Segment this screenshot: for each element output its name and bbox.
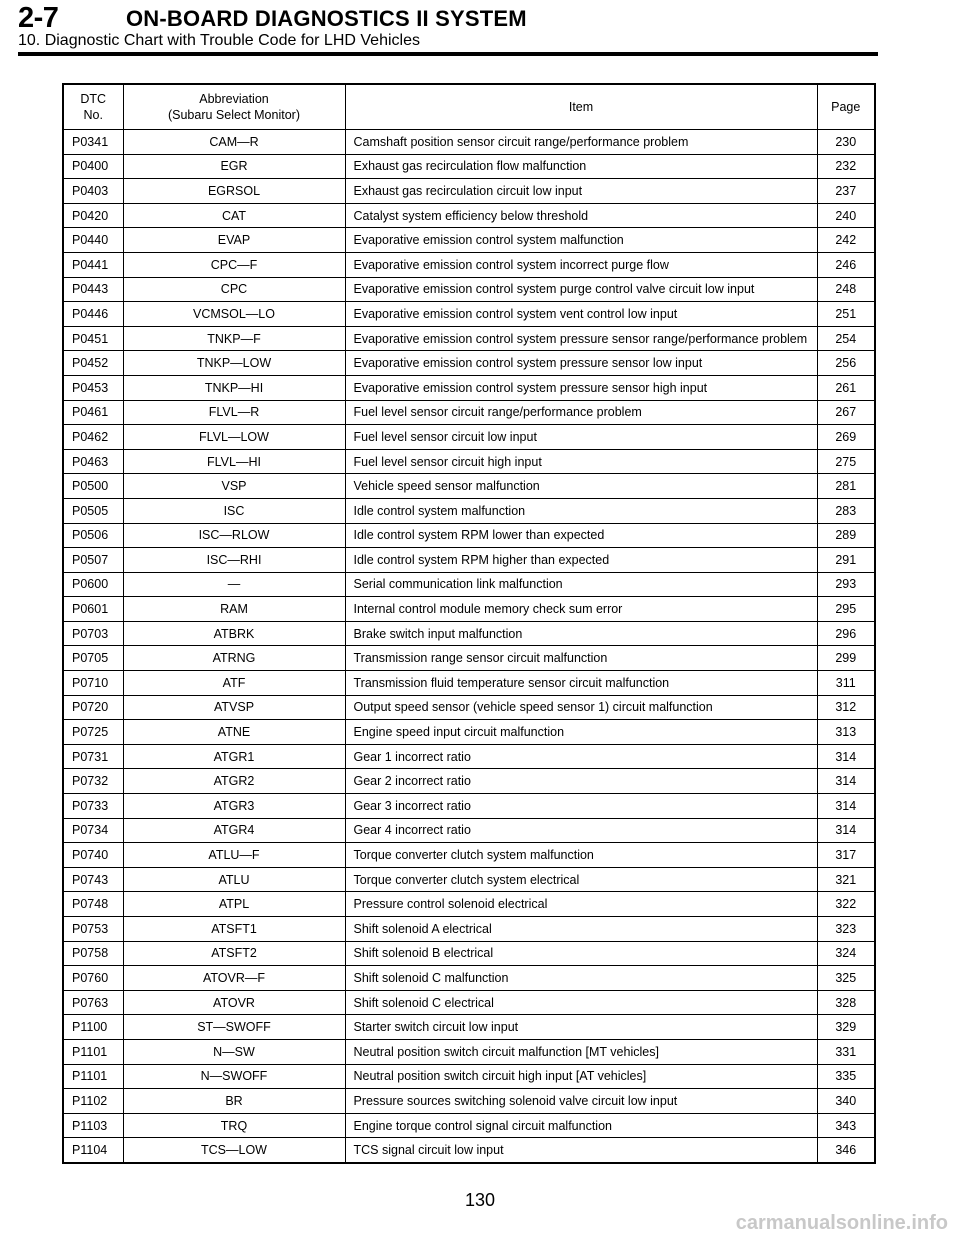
abbreviation-cell: ISC <box>123 498 345 523</box>
dtc-cell: P1101 <box>63 1039 123 1064</box>
item-cell: Idle control system RPM higher than expected <box>345 548 817 573</box>
dtc-cell: P0441 <box>63 252 123 277</box>
page-cell: 237 <box>817 179 875 204</box>
table-header-row <box>63 84 875 130</box>
page-cell: 324 <box>817 941 875 966</box>
item-cell: Transmission range sensor circuit malfunction <box>345 646 817 671</box>
table-row <box>63 769 875 794</box>
dtc-cell: P0600 <box>63 572 123 597</box>
abbreviation-cell: CAM—R <box>123 130 345 155</box>
dtc-table <box>62 83 876 1164</box>
dtc-cell: P0753 <box>63 917 123 942</box>
dtc-cell: P0734 <box>63 818 123 843</box>
dtc-cell: P0446 <box>63 302 123 327</box>
table-row <box>63 990 875 1015</box>
header-page: Page <box>817 84 875 130</box>
item-cell: Fuel level sensor circuit range/performance problem <box>345 400 817 425</box>
page-cell: 256 <box>817 351 875 376</box>
abbreviation-cell: EVAP <box>123 228 345 253</box>
page-cell: 283 <box>817 498 875 523</box>
page-cell: 267 <box>817 400 875 425</box>
table-row <box>63 843 875 868</box>
table-row <box>63 695 875 720</box>
page-cell: 328 <box>817 990 875 1015</box>
item-cell: Fuel level sensor circuit low input <box>345 425 817 450</box>
table-row <box>63 818 875 843</box>
page-cell: 261 <box>817 375 875 400</box>
dtc-table-container <box>62 83 876 1164</box>
dtc-cell: P0500 <box>63 474 123 499</box>
item-cell: Camshaft position sensor circuit range/performance problem <box>345 130 817 155</box>
item-cell: Engine torque control signal circuit malfunction <box>345 1113 817 1138</box>
item-cell: Shift solenoid C electrical <box>345 990 817 1015</box>
page-cell: 269 <box>817 425 875 450</box>
dtc-cell: P0710 <box>63 671 123 696</box>
page-cell: 293 <box>817 572 875 597</box>
header-dtc-line1: DTC <box>80 92 107 106</box>
dtc-cell: P0443 <box>63 277 123 302</box>
table-row <box>63 917 875 942</box>
item-cell: Neutral position switch circuit malfunction [MT vehicles] <box>345 1039 817 1064</box>
item-cell: Evaporative emission control system pressure sensor range/performance problem <box>345 326 817 351</box>
header-item: Item <box>345 84 817 130</box>
page-cell: 248 <box>817 277 875 302</box>
dtc-cell: P0720 <box>63 695 123 720</box>
header-rule <box>18 52 878 56</box>
item-cell: Fuel level sensor circuit high input <box>345 449 817 474</box>
dtc-cell: P0758 <box>63 941 123 966</box>
page-cell: 321 <box>817 867 875 892</box>
table-row <box>63 425 875 450</box>
abbreviation-cell: ATSFT1 <box>123 917 345 942</box>
table-row <box>63 867 875 892</box>
item-cell: Serial communication link malfunction <box>345 572 817 597</box>
dtc-cell: P0601 <box>63 597 123 622</box>
item-cell: Evaporative emission control system incorrect purge flow <box>345 252 817 277</box>
page-cell: 311 <box>817 671 875 696</box>
dtc-cell: P0703 <box>63 621 123 646</box>
abbreviation-cell: ATVSP <box>123 695 345 720</box>
table-row <box>63 203 875 228</box>
dtc-cell: P0453 <box>63 375 123 400</box>
abbreviation-cell: FLVL—HI <box>123 449 345 474</box>
dtc-cell: P0506 <box>63 523 123 548</box>
table-row <box>63 794 875 819</box>
item-cell: Internal control module memory check sum error <box>345 597 817 622</box>
abbreviation-cell: ATGR3 <box>123 794 345 819</box>
page-cell: 312 <box>817 695 875 720</box>
item-cell: Vehicle speed sensor malfunction <box>345 474 817 499</box>
item-cell: Idle control system RPM lower than expected <box>345 523 817 548</box>
abbreviation-cell: N—SW <box>123 1039 345 1064</box>
table-row <box>63 179 875 204</box>
page-number: 130 <box>464 1190 496 1210</box>
table-row <box>63 572 875 597</box>
table-row <box>63 302 875 327</box>
dtc-cell: P0341 <box>63 130 123 155</box>
header-dtc-no <box>63 84 123 130</box>
dtc-cell: P0403 <box>63 179 123 204</box>
page-cell: 230 <box>817 130 875 155</box>
page-cell: 240 <box>817 203 875 228</box>
dtc-cell: P0740 <box>63 843 123 868</box>
table-row <box>63 498 875 523</box>
dtc-cell: P1100 <box>63 1015 123 1040</box>
dtc-cell: P0763 <box>63 990 123 1015</box>
abbreviation-cell: VCMSOL—LO <box>123 302 345 327</box>
table-row <box>63 1039 875 1064</box>
page-cell: 340 <box>817 1089 875 1114</box>
page-cell: 314 <box>817 794 875 819</box>
table-row <box>63 646 875 671</box>
item-cell: Idle control system malfunction <box>345 498 817 523</box>
abbreviation-cell: ATLU—F <box>123 843 345 868</box>
abbreviation-cell: TNKP—HI <box>123 375 345 400</box>
table-row <box>63 130 875 155</box>
page-cell: 313 <box>817 720 875 745</box>
page-cell: 275 <box>817 449 875 474</box>
abbreviation-cell: — <box>123 572 345 597</box>
table-row <box>63 671 875 696</box>
item-cell: Shift solenoid A electrical <box>345 917 817 942</box>
section-number: 2-7 <box>18 2 59 34</box>
page-cell: 281 <box>817 474 875 499</box>
dtc-cell: P0725 <box>63 720 123 745</box>
page-cell: 329 <box>817 1015 875 1040</box>
item-cell: Gear 2 incorrect ratio <box>345 769 817 794</box>
watermark: carmanualsonline.info <box>735 1212 948 1234</box>
item-cell: Engine speed input circuit malfunction <box>345 720 817 745</box>
abbreviation-cell: CPC—F <box>123 252 345 277</box>
abbreviation-cell: ATGR4 <box>123 818 345 843</box>
abbreviation-cell: ATF <box>123 671 345 696</box>
item-cell: Evaporative emission control system pressure sensor high input <box>345 375 817 400</box>
page-cell: 343 <box>817 1113 875 1138</box>
abbreviation-cell: TNKP—F <box>123 326 345 351</box>
table-row <box>63 375 875 400</box>
page-title: ON-BOARD DIAGNOSTICS II SYSTEM <box>126 6 527 31</box>
abbreviation-cell: ATOVR <box>123 990 345 1015</box>
abbreviation-cell: RAM <box>123 597 345 622</box>
item-cell: Gear 1 incorrect ratio <box>345 744 817 769</box>
abbreviation-cell: CPC <box>123 277 345 302</box>
dtc-cell: P1101 <box>63 1064 123 1089</box>
page-cell: 299 <box>817 646 875 671</box>
table-row <box>63 523 875 548</box>
dtc-cell: P0461 <box>63 400 123 425</box>
abbreviation-cell: ATGR1 <box>123 744 345 769</box>
item-cell: Shift solenoid C malfunction <box>345 966 817 991</box>
page-cell: 242 <box>817 228 875 253</box>
table-row <box>63 154 875 179</box>
table-row <box>63 1064 875 1089</box>
dtc-cell: P0732 <box>63 769 123 794</box>
item-cell: Pressure sources switching solenoid valve circuit low input <box>345 1089 817 1114</box>
table-row <box>63 400 875 425</box>
page-cell: 251 <box>817 302 875 327</box>
dtc-cell: P1103 <box>63 1113 123 1138</box>
abbreviation-cell: BR <box>123 1089 345 1114</box>
dtc-cell: P0505 <box>63 498 123 523</box>
table-row <box>63 621 875 646</box>
item-cell: Shift solenoid B electrical <box>345 941 817 966</box>
table-row <box>63 1138 875 1163</box>
table-row <box>63 966 875 991</box>
item-cell: Pressure control solenoid electrical <box>345 892 817 917</box>
item-cell: Neutral position switch circuit high input [AT vehicles] <box>345 1064 817 1089</box>
abbreviation-cell: ATPL <box>123 892 345 917</box>
dtc-cell: P0733 <box>63 794 123 819</box>
header-dtc-line2: No. <box>83 108 103 122</box>
abbreviation-cell: ST—SWOFF <box>123 1015 345 1040</box>
dtc-cell: P0507 <box>63 548 123 573</box>
item-cell: Transmission fluid temperature sensor circuit malfunction <box>345 671 817 696</box>
abbreviation-cell: ATSFT2 <box>123 941 345 966</box>
page-cell: 314 <box>817 818 875 843</box>
abbreviation-cell: ATLU <box>123 867 345 892</box>
item-cell: Exhaust gas recirculation flow malfunction <box>345 154 817 179</box>
item-cell: Torque converter clutch system malfunction <box>345 843 817 868</box>
table-row <box>63 892 875 917</box>
header-abbreviation <box>123 84 345 130</box>
item-cell: Evaporative emission control system malfunction <box>345 228 817 253</box>
page-cell: 295 <box>817 597 875 622</box>
dtc-cell: P0731 <box>63 744 123 769</box>
item-cell: Evaporative emission control system vent control low input <box>345 302 817 327</box>
table-row <box>63 474 875 499</box>
dtc-cell: P1102 <box>63 1089 123 1114</box>
table-row <box>63 228 875 253</box>
abbreviation-cell: VSP <box>123 474 345 499</box>
item-cell: Evaporative emission control system purge control valve circuit low input <box>345 277 817 302</box>
item-cell: Exhaust gas recirculation circuit low input <box>345 179 817 204</box>
abbreviation-cell: ATBRK <box>123 621 345 646</box>
dtc-cell: P0748 <box>63 892 123 917</box>
abbreviation-cell: TRQ <box>123 1113 345 1138</box>
table-row <box>63 449 875 474</box>
item-cell: Evaporative emission control system pressure sensor low input <box>345 351 817 376</box>
dtc-cell: P0420 <box>63 203 123 228</box>
abbreviation-cell: ATRNG <box>123 646 345 671</box>
page-header <box>0 0 960 60</box>
table-row <box>63 744 875 769</box>
dtc-cell: P1104 <box>63 1138 123 1163</box>
page-cell: 246 <box>817 252 875 277</box>
page-cell: 296 <box>817 621 875 646</box>
page-cell: 325 <box>817 966 875 991</box>
table-row <box>63 720 875 745</box>
abbreviation-cell: TCS—LOW <box>123 1138 345 1163</box>
page-cell: 322 <box>817 892 875 917</box>
item-cell: Catalyst system efficiency below threshold <box>345 203 817 228</box>
table-row <box>63 252 875 277</box>
abbreviation-cell: ISC—RHI <box>123 548 345 573</box>
abbreviation-cell: EGRSOL <box>123 179 345 204</box>
table-row <box>63 597 875 622</box>
page-cell: 317 <box>817 843 875 868</box>
item-cell: Starter switch circuit low input <box>345 1015 817 1040</box>
item-cell: Torque converter clutch system electrical <box>345 867 817 892</box>
dtc-cell: P0462 <box>63 425 123 450</box>
page-cell: 291 <box>817 548 875 573</box>
table-row <box>63 351 875 376</box>
table-row <box>63 1113 875 1138</box>
dtc-cell: P0452 <box>63 351 123 376</box>
abbreviation-cell: FLVL—LOW <box>123 425 345 450</box>
item-cell: Brake switch input malfunction <box>345 621 817 646</box>
dtc-cell: P0760 <box>63 966 123 991</box>
abbreviation-cell: FLVL—R <box>123 400 345 425</box>
abbreviation-cell: CAT <box>123 203 345 228</box>
item-cell: Gear 3 incorrect ratio <box>345 794 817 819</box>
page-cell: 232 <box>817 154 875 179</box>
dtc-cell: P0440 <box>63 228 123 253</box>
abbreviation-cell: TNKP—LOW <box>123 351 345 376</box>
abbreviation-cell: ISC—RLOW <box>123 523 345 548</box>
page-cell: 314 <box>817 744 875 769</box>
dtc-cell: P0705 <box>63 646 123 671</box>
table-row <box>63 326 875 351</box>
dtc-table-body <box>63 130 875 1163</box>
page-cell: 254 <box>817 326 875 351</box>
table-row <box>63 1015 875 1040</box>
dtc-cell: P0463 <box>63 449 123 474</box>
page-cell: 331 <box>817 1039 875 1064</box>
abbreviation-cell: ATOVR—F <box>123 966 345 991</box>
header-abbr-line2: (Subaru Select Monitor) <box>167 108 300 122</box>
item-cell: Gear 4 incorrect ratio <box>345 818 817 843</box>
dtc-cell: P0400 <box>63 154 123 179</box>
abbreviation-cell: N—SWOFF <box>123 1064 345 1089</box>
abbreviation-cell: ATNE <box>123 720 345 745</box>
table-row <box>63 548 875 573</box>
page-cell: 314 <box>817 769 875 794</box>
dtc-cell: P0743 <box>63 867 123 892</box>
table-row <box>63 1089 875 1114</box>
page-cell: 335 <box>817 1064 875 1089</box>
page-cell: 346 <box>817 1138 875 1163</box>
page-subtitle: 10. Diagnostic Chart with Trouble Code for LHD Vehicles <box>18 32 420 49</box>
table-row <box>63 941 875 966</box>
header-abbr-line1: Abbreviation <box>199 92 269 106</box>
item-cell: Output speed sensor (vehicle speed sensor 1) circuit malfunction <box>345 695 817 720</box>
page-cell: 323 <box>817 917 875 942</box>
table-row <box>63 277 875 302</box>
dtc-cell: P0451 <box>63 326 123 351</box>
item-cell: TCS signal circuit low input <box>345 1138 817 1163</box>
page-cell: 289 <box>817 523 875 548</box>
abbreviation-cell: ATGR2 <box>123 769 345 794</box>
abbreviation-cell: EGR <box>123 154 345 179</box>
